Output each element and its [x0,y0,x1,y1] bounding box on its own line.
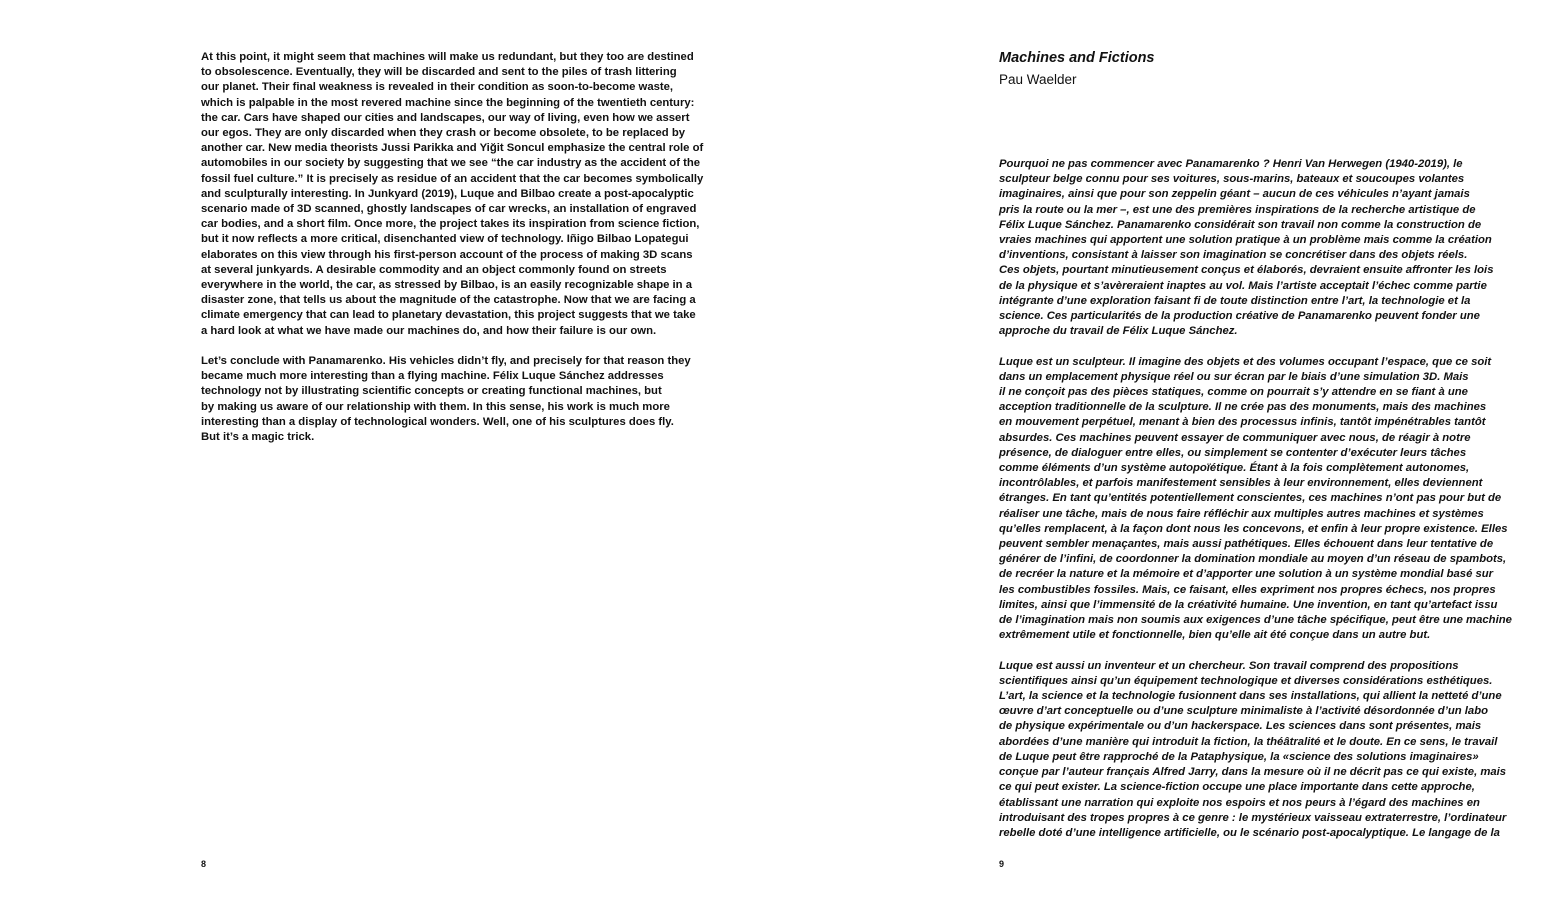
text-line: But it’s a magic trick. [201,431,315,444]
text-line: introduisant des tropes propres à ce genre : le mystérieux vaisseau extraterrestre, l’ordinateur [999,811,1507,824]
left-paragraph-1 [201,50,721,339]
text-line: absurdes. Ces machines peuvent essayer de communiquer avec nous, de réagir à notre [999,431,1471,444]
text-line: conçue par l’auteur français Alfred Jarry, dans la mesure où il ne décrit pas ce qui existe, mais [999,766,1507,779]
text-line: Félix Luque Sánchez. Panamarenko considérait son travail non comme la construction de [999,218,1482,231]
text-line: réaliser une tâche, mais de nous faire réfléchir aux multiples autres machines et systèmes [999,507,1484,520]
text-line: dans un emplacement physique réel ou sur écran par le biais d’une simulation 3D. Mais [999,370,1469,383]
text-line: imaginaires, ainsi que pour son zeppelin géant – aucun de ces véhicules n’ayant jamais [999,188,1470,201]
text-line: elaborates on this view through his first-person account of the process of making 3D scans [201,248,693,261]
text-line: fossil fuel culture.” It is precisely as residue of an accident that the car becomes symbolically [201,172,704,185]
text-line: générer de l’infini, de coordonner la domination mondiale au moyen d’un réseau de spambots, [999,553,1507,566]
left-text-column [201,50,721,460]
left-page [0,0,782,912]
text-line: œuvre d’art conceptuelle ou d’une sculpture minimaliste à l’activité désordonnée d’un labo [999,705,1488,718]
right-paragraph-3 [999,659,1539,841]
text-line: Luque est aussi un inventeur et un chercheur. Son travail comprend des propositions [999,659,1459,672]
text-line: our egos. They are only discarded when they crash or become obsolete, to be replaced by [201,127,686,140]
right-paragraph-1 [999,157,1539,339]
text-line: sculpteur belge connu pour ses voitures, sous-marins, bateaux et soucoupes volantes [999,173,1465,186]
text-line: de Luque peut être rapproché de la Pataphysique, la «science des solutions imaginaires» [999,750,1479,763]
text-line: les combustibles fossiles. Mais, ce faisant, elles expriment nos propres échecs, nos propres [999,583,1496,596]
text-line: de physique expérimentale ou d’un hackerspace. Les sciences dans sont présentes, mais [999,720,1482,733]
text-line: de la physique et s’avèreraient inaptes au vol. Mais l’artiste acceptait l’échec comme partie [999,279,1487,292]
article-title: Machines and Fictions [999,50,1155,66]
text-line: en mouvement perpétuel, menant à bien des processus infinis, tantôt impénétrables tantôt [999,416,1486,429]
text-line: automobiles in our society by suggesting that we see “the car industry as the accident of the [201,157,701,170]
text-line: il ne conçoit pas des pièces statiques, comme on pourrait s’y attendre en se fiant à une [999,386,1468,399]
text-line: intégrante d’une exploration faisant fi de toute distinction entre l’art, la technologie et la [999,294,1471,307]
text-line: établissant une narration qui exploite nos espoirs et nos peurs à l’égard des machines en [999,796,1480,809]
text-line: acception traditionnelle de la sculpture. Il ne crée pas des monuments, mais des machines [999,401,1487,414]
text-line: a hard look at what we have made our machines do, and how their failure is our own. [201,324,657,337]
right-paragraph-2 [999,355,1539,644]
text-line: At this point, it might seem that machines will make us redundant, but they too are destined [201,51,694,63]
text-line: abordées d’une manière qui introduit la fiction, la théâtralité et le doute. En ce sens, le travail [999,735,1498,748]
text-line: rebelle doté d’une intelligence artificielle, ou le scénario post-apocalyptique. Le langage de la [999,826,1500,839]
text-line: at several junkyards. A desirable commodity and an object commonly found on streets [201,263,667,276]
text-line: Pourquoi ne pas commencer avec Panamarenko ? Henri Van Herwegen (1940-2019), le [999,158,1463,170]
left-paragraph-2 [201,354,721,445]
text-line: to obsolescence. Eventually, they will be discarded and sent to the piles of trash littering [201,66,677,79]
text-line: everywhere in the world, the car, as stressed by Bilbao, is an easily recognizable shape in a [201,279,692,292]
text-line: which is palpable in the most revered machine since the beginning of the twentieth century: [201,96,695,109]
text-line: de l’imagination mais non soumis aux exigences d’une tâche spécifique, peut être une machine [999,614,1512,627]
text-line: Luque est un sculpteur. Il imagine des objets et des volumes occupant l’espace, que ce soit [999,355,1492,368]
page-number-right: 9 [999,859,1005,869]
text-line: incontrôlables, et parfois manifestement sensibles à leur environnement, elles deviennent [999,477,1483,490]
text-line: science. Ces particularités de la production créative de Panamarenko peuvent fonder une [999,310,1480,323]
page-number-left: 8 [201,859,207,869]
text-line: extrêmement utile et fonctionnelle, bien qu’elle ait été conçue dans un autre but. [999,629,1431,642]
right-page [782,0,1565,912]
text-line: disaster zone, that tells us about the magnitude of the catastrophe. Now that we are facing a [201,294,696,307]
text-line: climate emergency that can lead to planetary devastation, this project suggests that we take [201,309,696,322]
text-line: Ces objets, pourtant minutieusement conçus et élaborés, devraient ensuite affronter les lois [999,264,1494,277]
text-line: Let’s conclude with Panamarenko. His vehicles didn’t fly, and precisely for that reason they [201,355,691,368]
text-line: another car. New media theorists Jussi Parikka and Yiğit Soncul emphasize the central role of [201,142,704,155]
text-line: and sculpturally interesting. In Junkyard (2019), Luque and Bilbao create a post-apocalyptic [201,187,694,200]
text-line: peuvent sembler menaçantes, mais aussi pathétiques. Elles échouent dans leur tentative de [999,538,1494,551]
text-line: pris la route ou la mer –, est une des premières inspirations de la recherche artistique de [999,203,1476,216]
right-text-column [999,157,1539,856]
text-line: car bodies, and a short film. Once more, the project takes its inspiration from science fiction, [201,218,700,231]
text-line: approche du travail de Félix Luque Sánchez. [999,325,1238,338]
text-line: étranges. En tant qu’entités potentiellement conscientes, ces machines n’ont pas pour but de [999,492,1502,505]
text-line: by making us aware of our relationship with them. In this sense, his work is much more [201,400,670,413]
text-line: comme éléments d’un système autopoïétique. Étant à la fois complètement autonomes, [999,462,1470,475]
text-line: but it now reflects a more critical, disenchanted view of technology. Iñigo Bilbao Lopategui [201,233,689,246]
text-line: interesting than a display of technological wonders. Well, one of his sculptures does fly. [201,415,674,428]
text-line: qu’elles remplacent, à la façon dont nous les concevons, et enfin à leur propre existence. Elles [999,522,1508,535]
text-line: vraies machines qui apportent une solution pratique à un problème mais comme la création [999,234,1492,247]
text-line: technology not by illustrating scientific concepts or creating functional machines, but [201,385,662,398]
text-line: scenario made of 3D scanned, ghostly landscapes of car wrecks, an installation of engraved [201,203,697,216]
text-line: de recréer la nature et la mémoire et d’apporter une solution à un système mondial basé sur [999,568,1494,581]
text-line: our planet. Their final weakness is revealed in their condition as soon-to-become waste, [201,81,674,94]
text-line: scientifiques ainsi qu’un équipement technologique et diverses considérations esthétiques. [999,674,1493,687]
text-line: became much more interesting than a flying machine. Félix Luque Sánchez addresses [201,370,664,383]
article-author: Pau Waelder [999,72,1077,87]
text-line: the car. Cars have shaped our cities and landscapes, our way of living, even how we assert [201,111,690,124]
text-line: limites, ainsi que l’immensité de la créativité humaine. Une invention, en tant qu’artefact issu [999,598,1498,611]
text-line: d’inventions, consistant à laisser son imagination se concrétiser dans des objets réels. [999,249,1468,262]
text-line: L’art, la science et la technologie fusionnent dans ses installations, qui allient la netteté d’une [999,690,1502,703]
text-line: présence, de dialoguer entre elles, ou simplement se contenter d’exécuter leurs tâches [999,446,1467,459]
text-line: ce qui peut exister. La science-fiction occupe une place importante dans cette approche, [999,781,1475,794]
article-header [999,49,1539,89]
